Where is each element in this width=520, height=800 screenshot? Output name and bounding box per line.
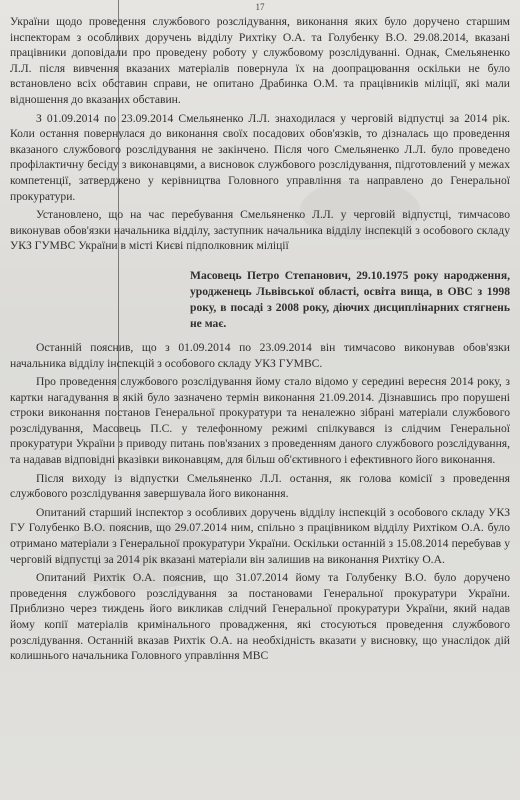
paragraph: Опитаний Рихтік О.А. пояснив, що 31.07.2014 йому та Голубенку В.О. було доручено проведення службового розслідування за постановами Генеральної прокуратури України. Приблизно через тиждень його викликав слідчий Генеральної прокуратури України, який надав йому копії матеріалів кримінального провадження, які стосуються проведення службового розслідування. Останній вказав Рихтік О.А. на необхідність вказати у висновку, що унаслідок дій колишнього начальника Головного управління МВС [10, 571, 510, 663]
paragraph: Останній пояснив, що з 01.09.2014 по 23.09.2014 він тимчасово виконував обов'язки начальника відділу інспекцій з особового складу УКЗ ГУМВС. [10, 340, 510, 370]
paragraph: Установлено, що на час перебування Смельяненко Л.Л. у черговій відпустці, тимчасово виконував обов'язки начальника відділу, заступник начальника відділу інспекцій з особового складу УКЗ ГУМВС України в місті Києві підполковник міліції [10, 208, 510, 253]
paragraph: Опитаний старший інспектор з особливих доручень відділу інспекцій з особового складу УКЗ ГУ Голубенко В.О. пояснив, що 29.07.2014 ним, спільно з працівником відділу Рихтіком О.А. було отримано матеріали з Генеральної прокуратури України. Оскільки останній з 15.08.2014 перебував у черговій відпустці за 2014 рік вказані матеріали він залишив на виконання Рихтіку О.А. [10, 505, 510, 566]
person-details: Масовець Петро Степанович, 29.10.1975 року народження, уродженець Львівської області, освіта вища, в ОВС з 1998 року, в посаді з 2008 року, діючих дисциплінарних стягнень не має. [190, 268, 510, 330]
document-body [10, 14, 510, 667]
paragraph: України щодо проведення службового розслідування, виконання яких було доручено старшим інспекторам з особливих доручень відділу Рихтіку О.А. та Голубенку В.О. 29.08.2014, вказані працівники доповідали про проведену роботу у службовому розслідуванні. Однак, Смельяненко Л.Л. після вивчення вказаних матеріалів повернула їх на доопрацювання оскільки не було встановлено всіх обставин справи, не опитано Драбинка О.М. та працівників міліції, які мали відношення до вказаних обставин. [10, 15, 510, 106]
paragraph: Після виходу із відпустки Смельяненко Л.Л. остання, як голова комісії з проведення службового розслідування завершувала його виконання. [10, 471, 510, 501]
paragraph: З 01.09.2014 по 23.09.2014 Смельяненко Л.Л. знаходилася у черговій відпустці за 2014 рік. Коли остання повернулася до виконання своїх посадових обов'язків, то дізналась що проведення вказаного службового розслідування не закінчено. Після чого Смельяненко Л.Л. було проведено профілактичну бесіду з виконавцями, а висновок службового розслідування, підготовлений у межах компетенції, затверджено у керівництва Головного управління та направлено до Генеральної прокуратури. [10, 111, 510, 203]
page-number: 17 [255, 2, 265, 12]
paragraph: Про проведення службового розслідування йому стало відомо у середині вересня 2014 року, з картки нагадування в якій було зазначено термін виконання 21.09.2014. Дізнавшись про порушені строки виконання постанов Генеральної прокуратури та неналежно зібрані матеріали службового розслідування, Масовець П.С. у телефонному режимі спілкувався із слідчим Генеральної прокуратури України з приводу питань пов'язаних з проведенням даного службового розслідування, та надавав відповідні вказівки виконавцям, для більш об'єктивного і ефективного його виконання. [10, 375, 510, 467]
